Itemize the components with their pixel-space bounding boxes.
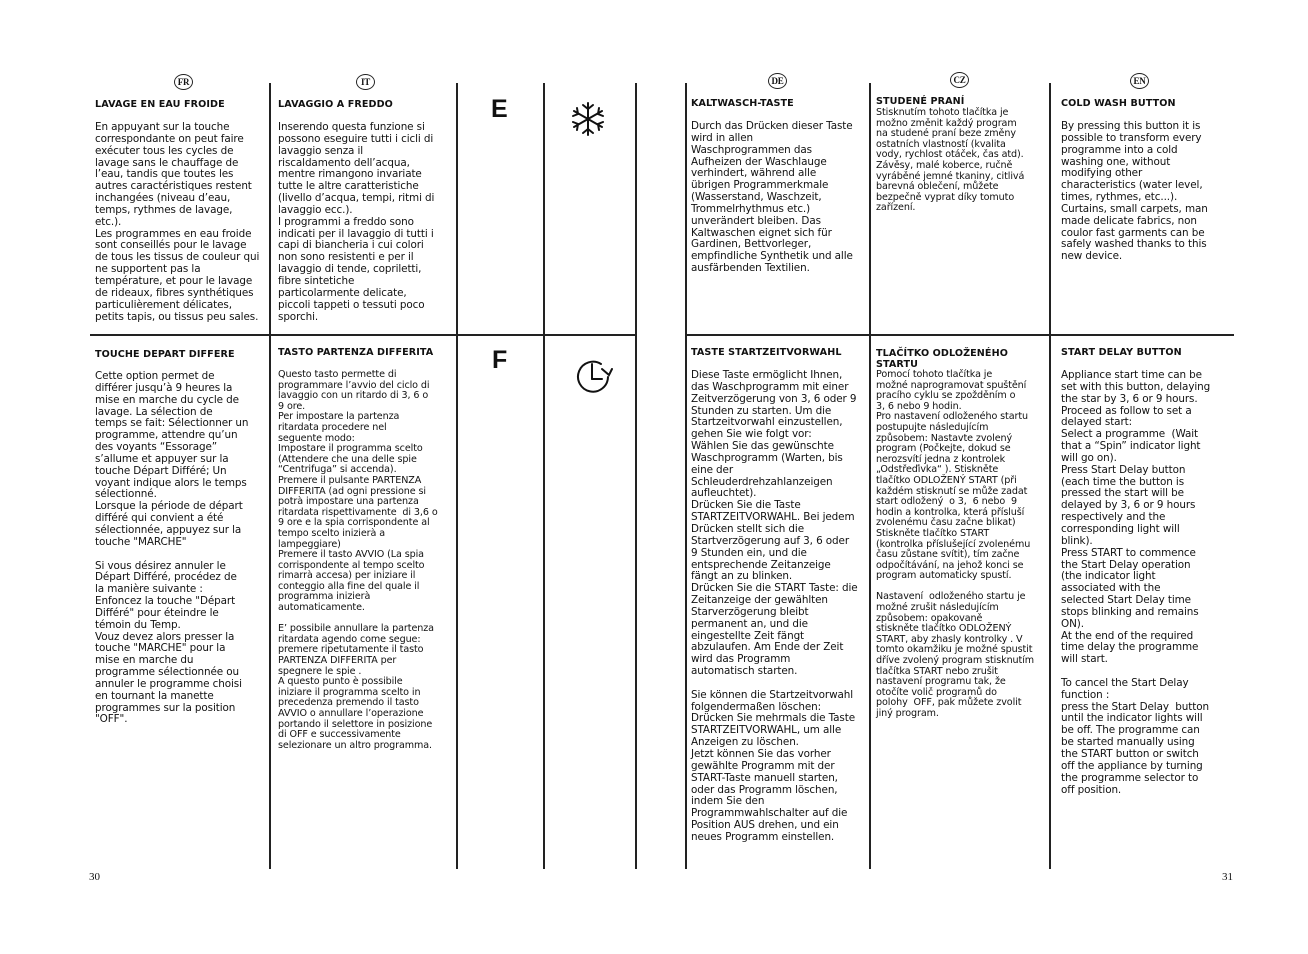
section-heading-cz-delay: TLAČÍTKO ODLOŽENÉHO STARTU	[876, 348, 1008, 370]
column-divider	[543, 83, 545, 869]
language-badge-en: EN	[1130, 73, 1149, 89]
section-heading-de-cold: KALTWASCH-TASTE	[691, 98, 794, 109]
column-divider	[1049, 83, 1051, 869]
snowflake-icon	[570, 101, 606, 137]
row-divider	[90, 334, 636, 336]
section-heading-de-delay: TASTE STARTZEITVORWAHL	[691, 347, 842, 358]
column-divider	[685, 83, 687, 869]
column-divider	[269, 83, 271, 869]
column-divider	[635, 83, 637, 869]
language-badge-de: DE	[768, 73, 787, 89]
section-heading-en-delay: START DELAY BUTTON	[1061, 347, 1182, 358]
section-body-it-delay: Questo tasto permette di programmare l’avvio del ciclo di lavaggio con un ritardo di 3, 6 o 9 ore. Per impostare la partenza ritardata procedere nel seguente modo: Impostare il programma scelto (Attendere che una delle spie “Centrifuga” si accenda). Premere il pulsante PARTENZA DIFFERITA (ad ogni pressione si potrà impostare una partenza ritardata rispettivamente di 3,6 o 9 ore e la spia corrispondente al tempo scelto inizierà a lampeggiare) Premere il tasto AVVIO (La spia corrispondente al tempo scelto rimarrà accesa) per iniziare il conteggio alla fine del quale il programma inizierà automaticamente. E’ possibile annullare la partenza ritardata agendo come segue: premere ripetutamente il tasto PARTENZA DIFFERITA per spegnere le spie . A questo punto è possibile iniziare il programma scelto in precedenza premendo il tasto AVVIO o annullare l’operazione portando il selettore in posizione di OFF e successivamente selezionare un altro programma.	[278, 369, 438, 751]
row-divider	[686, 334, 1234, 336]
page-number-right: 31	[1222, 871, 1233, 883]
section-body-en-delay: Appliance start time can be set with this button, delaying the star by 3, 6 or 9 hours. Proceed as follow to set a delayed start: Select a programme (Wait that a “Spin” indicator light will go on). Press Start Delay button (each time the button is pressed the start will be delayed by 3, 6 or 9 hours respectively and the corresponding light will blink). Press START to commence the Start Delay operation (the indicator light associated with the selected Start Delay time stops blinking and remains ON). At the end of the required time delay the programme will start. To cancel the Start Delay function : press the Start Delay button until the indicator lights will be off. The programme can be started manually using the START button or switch off the appliance by turning the programme selector to off position.	[1061, 369, 1211, 796]
section-body-fr-delay: Cette option permet de différer jusqu’à 9 heures la mise en marche du cycle de lavage. La sélection de temps se fait: Sélectionner un programme, attendre qu’un des voyants “Essorage” s’allume et appuyer sur la touche Départ Différé; Un voyant indique alors le temps sélectionné. Lorsque la période de départ différé qui convient a été sélectionnée, appuyez sur la touche "MARCHE" Si vous désirez annuler le Départ Différé, procédez de la manière suivante : Enfoncez la touche "Départ Différé" pour éteindre le témoin du Temp. Vouz devez alors presser la touche "MARCHE" pour la mise en marche du programme sélectionnée ou annuler le programme choisi en tournant la manette programmes sur la position "OFF".	[95, 370, 249, 726]
language-badge-fr: FR	[174, 74, 193, 90]
section-body-cz-delay: Pomocí tohoto tlačítka je možné naprogramovat spuštění pracího cyklu se zpožděním o 3, 6 nebo 9 hodin. Pro nastavení odloženého startu postupujte následujícím způsobem: Nastavte zvolený program (Počkejte, dokud se nerozsvítí jedna z kontrolek „Odstřeďivka“ ). Stiskněte tlačítko ODLOŽENÝ START (při každém stisknutí se může zadat start odložený o 3, 6 nebo 9 hodin a kontrolka, která přísluší zvolenému času začne blikat) Stiskněte tlačítko START (kontrolka příslušející zvolenému času zůstane svítit), tím začne odpočítávání, na jehož konci se program automaticky spustí. Nastavení odloženého startu je možné zrušit následujícím způsobem: opakovaně stiskněte tlačítko ODLOŽENÝ START, aby zhasly kontrolky . V tomto okamžiku je možné spustit dříve zvolený program stisknutím tlačítka START nebo zrušit nastavení programu tak, že otočíte volič programů do polohy OFF, pak můžete zvolit jiný program.	[876, 369, 1035, 719]
section-heading-it-delay: TASTO PARTENZA DIFFERITA	[278, 347, 434, 358]
language-badge-cz: CZ	[950, 72, 969, 88]
feature-letter-f: F	[492, 346, 508, 374]
section-body-it-cold: Inserendo questa funzione si possono eseguire tutti i cicli di lavaggio senza il riscaldamento dell’acqua, mentre rimangono invariate tutte le altre caratteristiche (livello d’acqua, tempi, ritmi di lavaggio ecc.). I programmi a freddo sono indicati per il lavaggio di tutti i capi di biancheria i cui colori non sono resistenti e per il lavaggio di tende, copriletti, fibre sintetiche particolarmente delicate, piccoli tappeti o tessuti poco sporchi.	[278, 121, 435, 323]
section-body-en-cold: By pressing this button it is possible to transform every programme into a cold washing one, without modifying other characteristics (water level, times, rythmes, etc...). Curtains, small carpets, man made delicate fabrics, non coulor fast garments can be safely washed thanks to this new device.	[1061, 120, 1208, 263]
section-body-de-cold: Durch das Drücken dieser Taste wird in allen Waschprogrammen das Aufheizen der Waschlauge verhindert, während alle übrigen Programmerkmale (Wasserstand, Waschzeit, Trommelrhythmus etc.) unverändert bleiben. Das Kaltwaschen eignet sich für Gardinen, Bettvorleger, empfindliche Synthetik und alle ausfärbenden Textilien.	[691, 120, 853, 275]
language-badge-it: IT	[356, 74, 375, 90]
section-heading-en-cold: COLD WASH BUTTON	[1061, 98, 1176, 109]
section-body-cz-cold: Stisknutím tohoto tlačítka je možno změnit každý program na studené praní beze změny ostatních vlastností (kvalita vody, rychlost otáček, čas atd). Závěsy, malé koberce, ručně vyráběné jemné tkaniny, citlivá barevná oblečení, můžete bezpečně vyprat díky tomuto zařízení.	[876, 107, 1025, 214]
section-body-fr-cold: En appuyant sur la touche correspondante on peut faire exécuter tous les cycles de lavage sans le chauffage de l’eau, tandis que toutes les autres caractéristiques restent inchangées (niveau d’eau, temps, rythmes de lavage, etc.). Les programmes en eau froide sont conseillés pour le lavage de tous les tissus de couleur qui ne supportent pas la température, et pour le lavage de rideaux, fibres synthétiques particulièrement délicates, petits tapis, ou tissus peu sales.	[95, 121, 260, 323]
clock-delay-icon	[575, 359, 613, 395]
section-body-de-delay: Diese Taste ermöglicht Ihnen, das Waschprogramm mit einer Zeitverzögerung von 3, 6 oder 9 Stunden zu starten. Um die Startzeitvorwahl einzustellen, gehen Sie wie folgt vor: Wählen Sie das gewünschte Waschprogramm (Warten, bis eine der Schleuderdrehzahlanzeigen aufleuchtet). Drücken Sie die Taste STARTZEITVORWAHL. Bei jedem Drücken stellt sich die Startverzögerung auf 3, 6 oder 9 Stunden ein, und die entsprechende Zeitanzeige fängt an zu blinken. Drücken Sie die START Taste: die Zeitanzeige der gewählten Starverzögerung bleibt permanent an, und die eingestellte Zeit fängt abzulaufen. Am Ende der Zeit wird das Programm automatisch starten. Sie können die Startzeitvorwahl folgendermaßen löschen: Drücken Sie mehrmals die Taste STARTZEITVORWAHL, um alle Anzeigen zu löschen. Jetzt können Sie das vorher gewählte Programm mit der START-Taste manuell starten, oder das Programm löschen, indem Sie den Programmwahlschalter auf die Position AUS drehen, und ein neues Programm einstellen.	[691, 369, 858, 843]
section-heading-it-cold: LAVAGGIO A FREDDO	[278, 99, 393, 110]
feature-letter-e: E	[491, 95, 508, 123]
section-heading-fr-delay: TOUCHE DEPART DIFFERE	[95, 349, 235, 360]
column-divider	[869, 83, 871, 869]
section-heading-cz-cold: STUDENÉ PRANÍ	[876, 96, 965, 107]
column-divider	[456, 83, 458, 869]
page-number-left: 30	[89, 871, 100, 883]
section-heading-fr-cold: LAVAGE EN EAU FROIDE	[95, 99, 225, 110]
